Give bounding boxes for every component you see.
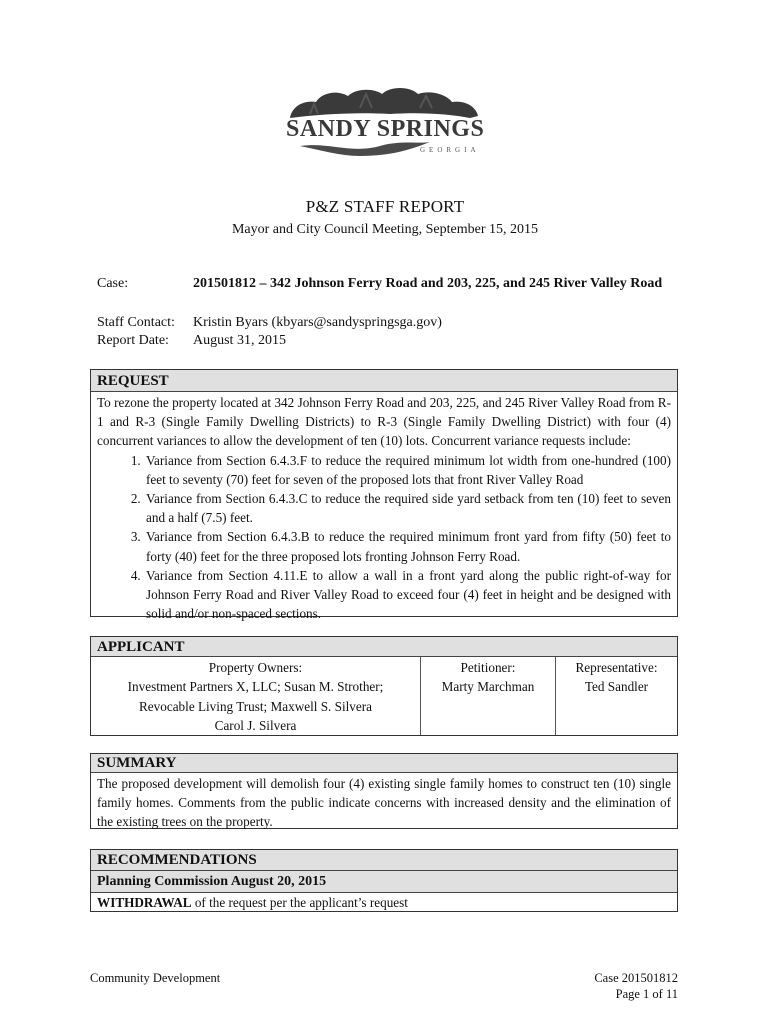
request-body <box>91 392 677 623</box>
recommendation-detail: of the request per the applicant’s request <box>191 895 408 910</box>
summary-heading: SUMMARY <box>91 754 677 773</box>
sandy-springs-logo <box>270 84 500 164</box>
variance-item: 1. Variance from Section 6.4.3.F to reduce the required minimum lot width from one-hundred (100) feet to seventy (70) feet for seven of the proposed lots that front River Valley Road <box>144 451 671 489</box>
request-heading: REQUEST <box>91 370 677 392</box>
property-owners-label: Property Owners: <box>208 660 303 675</box>
case-value: 201501812 – 342 Johnson Ferry Road and 203, 225, and 245 River Valley Road <box>193 276 663 291</box>
report-title: P&Z STAFF REPORT <box>305 197 465 216</box>
variance-list <box>97 451 671 624</box>
applicant-table <box>91 657 677 735</box>
footer-department: Community Development <box>90 971 221 985</box>
applicant-section <box>90 636 678 736</box>
planning-commission-heading: Planning Commission August 20, 2015 <box>91 871 677 893</box>
recommendation-line <box>91 893 677 913</box>
representative-label: Representative: <box>575 660 658 675</box>
request-intro: To rezone the property located at 342 Johnson Ferry Road and 203, 225, and 245 River Valley Road from R-1 and R-3 (Single Family Dwelling Districts) to R-3 (Single Family Dwelling District) with four (4) concurrent variances to allow the development of ten (10) lots. Concurrent variance requests include: <box>97 395 671 449</box>
representative-name: Ted Sandler <box>584 679 649 695</box>
meeting-subtitle: Mayor and City Council Meeting, September 15, 2015 <box>231 222 538 237</box>
summary-text: The proposed development will demolish four (4) existing single family homes to construct ten (10) single family homes. Comments from the public indicate concerns with increased density and the elimination of the existing trees on the property. <box>97 776 671 830</box>
request-section <box>90 369 678 622</box>
logo-name: SANDY SPRINGS <box>286 116 485 142</box>
case-label: Case: <box>97 276 129 291</box>
variance-item: 4. Variance from Section 4.11.E to allow a wall in a front yard along the public right-of-way for Johnson Ferry Road and River Valley Road to exceed four (4) feet in height and be designed with solid and/or non-spaced sections. <box>144 566 671 624</box>
property-owner-line: Carol J. Silvera <box>214 717 297 733</box>
property-owner-line: Investment Partners X, LLC; Susan M. Strother; <box>127 679 384 695</box>
summary-section <box>90 753 678 829</box>
property-owners-cell <box>91 657 421 735</box>
petitioner-name: Marty Marchman <box>441 679 535 695</box>
recommendation-decision: WITHDRAWAL <box>97 895 192 910</box>
logo-state: GEORGIA <box>420 146 480 154</box>
footer-case-number: Case 201501812 <box>594 971 678 985</box>
report-date-label: Report Date: <box>97 333 169 348</box>
petitioner-label: Petitioner: <box>460 660 516 675</box>
petitioner-cell <box>421 657 556 735</box>
logo-graphic <box>270 84 500 164</box>
property-owner-line: Revocable Living Trust; Maxwell S. Silvera <box>139 698 372 714</box>
staff-contact-value: Kristin Byars (kbyars@sandyspringsga.gov) <box>193 315 442 330</box>
representative-cell <box>556 657 677 735</box>
footer-page-number: Page 1 of 11 <box>615 987 678 1001</box>
report-date-value: August 31, 2015 <box>193 333 286 348</box>
recommendations-heading: RECOMMENDATIONS <box>91 850 677 871</box>
variance-item: 2. Variance from Section 6.4.3.C to reduce the required side yard setback from ten (10) feet to seven and a half (7.5) feet. <box>144 489 671 527</box>
applicant-heading: APPLICANT <box>91 637 677 657</box>
recommendations-section <box>90 849 678 912</box>
staff-contact-label: Staff Contact: <box>97 315 175 330</box>
variance-item: 3. Variance from Section 6.4.3.B to reduce the required minimum front yard from fifty (50) feet to forty (40) feet for the three proposed lots fronting Johnson Ferry Road. <box>144 527 671 565</box>
